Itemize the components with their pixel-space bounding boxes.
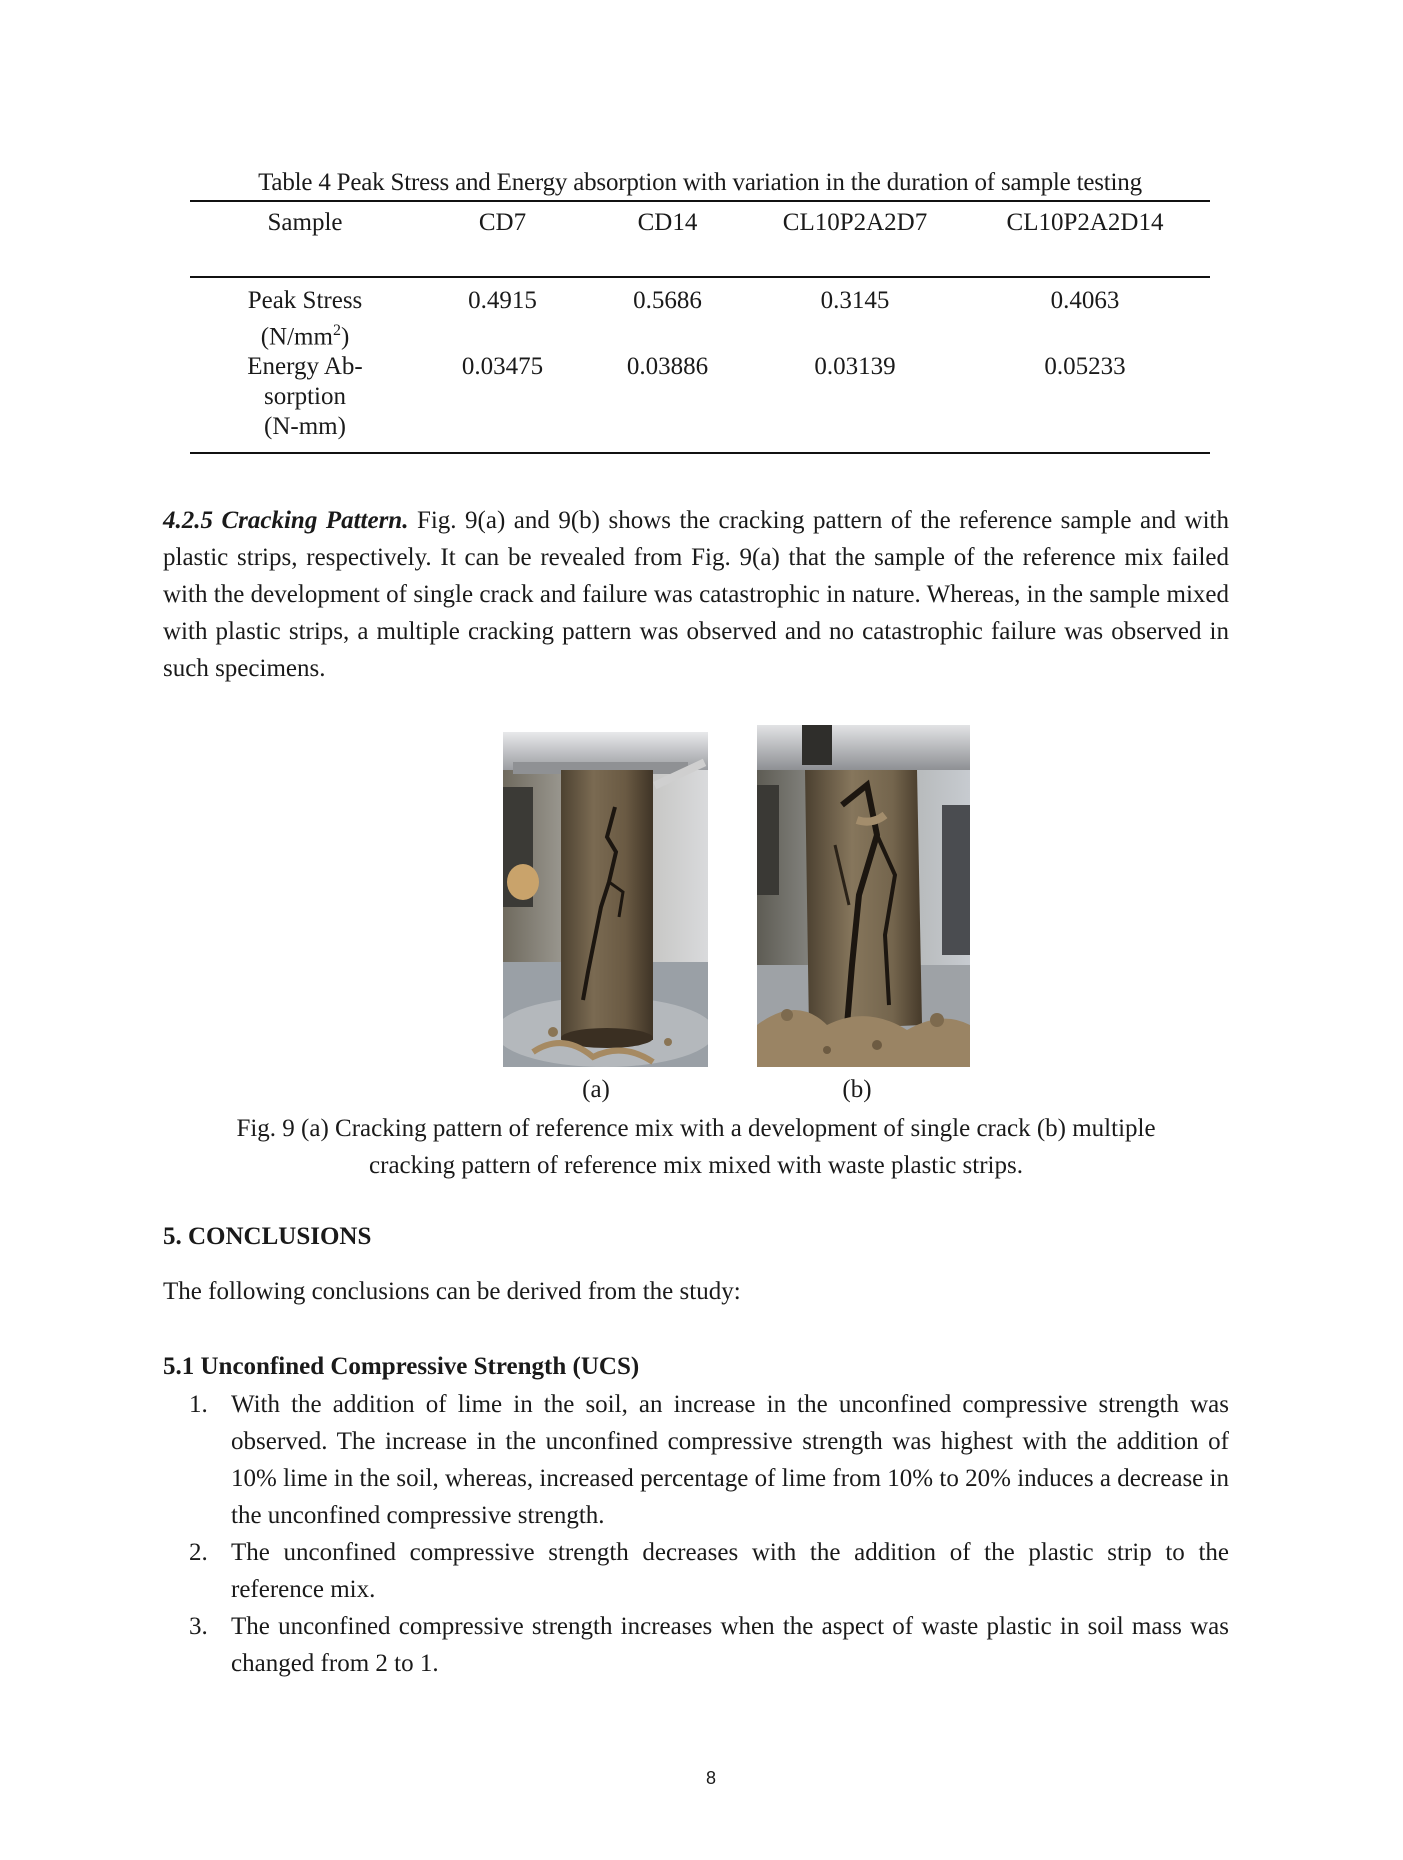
- row-label-line: (N-mm): [264, 413, 346, 441]
- list-item: [163, 1534, 1229, 1608]
- conclusions-heading: 5. CONCLUSIONS: [163, 1223, 372, 1250]
- table-header-cell: CD14: [637, 209, 698, 236]
- table-cell: 0.4063: [960, 277, 1210, 352]
- row-label-line: sorption: [264, 383, 346, 411]
- figure-9a-photo: [503, 732, 708, 1067]
- cracking-pattern-heading: 4.2.5 Cracking Pattern.: [163, 507, 409, 534]
- cracking-pattern-text: Fig. 9(a) and 9(b) shows the cracking pattern of the reference sample and with plastic strips, respectively. It can be revealed from Fig. 9(a) that the sample of the reference mix failed with the development of single crack and failure was catastrophic in nature. Whereas, in the sample mixed with plastic strips, a multiple cracking pattern was observed and no catastrophic failure was observed in such specimens.: [163, 507, 1230, 682]
- table-header-cell: CL10P2A2D7: [782, 209, 928, 236]
- conclusions-intro: The following conclusions can be derived from the study:: [163, 1278, 741, 1305]
- row-label-line: (N/mm: [260, 323, 333, 351]
- table-header-row: [190, 201, 1210, 277]
- table-cell: 0.05233: [960, 352, 1210, 453]
- figure-caption-line: cracking pattern of reference mix mixed with waste plastic strips.: [369, 1152, 1023, 1179]
- row-label: [235, 352, 375, 442]
- list-item-number: 3.: [189, 1613, 208, 1640]
- table-cell: 0.03886: [585, 352, 750, 453]
- cracking-pattern-paragraph: [163, 502, 1229, 687]
- results-table: [190, 200, 1210, 454]
- table-header-cell: CL10P2A2D14: [1006, 209, 1164, 236]
- conclusions-list: [163, 1386, 1229, 1682]
- list-item-number: 2.: [189, 1539, 208, 1566]
- ucs-subheading: 5.1 Unconfined Compressive Strength (UCS): [163, 1353, 640, 1380]
- table-cell: 0.03475: [420, 352, 585, 453]
- row-label-cell: [190, 277, 420, 352]
- table-row: [190, 277, 1210, 352]
- list-item-text: With the addition of lime in the soil, an increase in the unconfined compressive strength was observed. The increase in the unconfined compressive strength was highest with the addition of 10% lime in the soil, whereas, increased percentage of lime from 10% to 20% induces a decrease in the unconfined compressive strength.: [231, 1391, 1229, 1529]
- row-label-line: Energy Ab-: [247, 353, 363, 381]
- page-number: 8: [705, 1768, 716, 1788]
- table-header-cell: CD7: [478, 209, 527, 236]
- table-cell: 0.03139: [750, 352, 960, 453]
- list-item-number: 1.: [189, 1391, 208, 1418]
- figure-label-b: (b): [842, 1076, 872, 1103]
- table-cell: 0.3145: [750, 277, 960, 352]
- figure-caption-line: Fig. 9 (a) Cracking pattern of reference mix with a development of single crack (b) multiple: [236, 1115, 1156, 1142]
- table-cell: 0.5686: [585, 277, 750, 352]
- table-cell: 0.4915: [420, 277, 585, 352]
- results-table-block: [190, 168, 1210, 454]
- list-item: [163, 1608, 1229, 1682]
- figure-9b-photo: [757, 725, 970, 1067]
- figure-label-a: (a): [582, 1076, 610, 1103]
- row-label-line: Peak Stress: [247, 287, 363, 314]
- row-label-cell: [190, 352, 420, 453]
- row-label-line: ): [340, 323, 350, 351]
- list-item-text: The unconfined compressive strength decreases with the addition of the plastic strip to the reference mix.: [231, 1539, 1229, 1603]
- table-row: [190, 352, 1210, 453]
- list-item: [163, 1386, 1229, 1534]
- row-label: [235, 286, 375, 352]
- table-caption: Table 4 Peak Stress and Energy absorption with variation in the duration of sample testing: [258, 169, 1142, 196]
- list-item-text: The unconfined compressive strength increases when the aspect of waste plastic in soil mass was changed from 2 to 1.: [231, 1613, 1229, 1677]
- figure-caption: [163, 1110, 1229, 1184]
- table-header-cell: Sample: [267, 209, 343, 236]
- unit-superscript: 2: [332, 322, 341, 339]
